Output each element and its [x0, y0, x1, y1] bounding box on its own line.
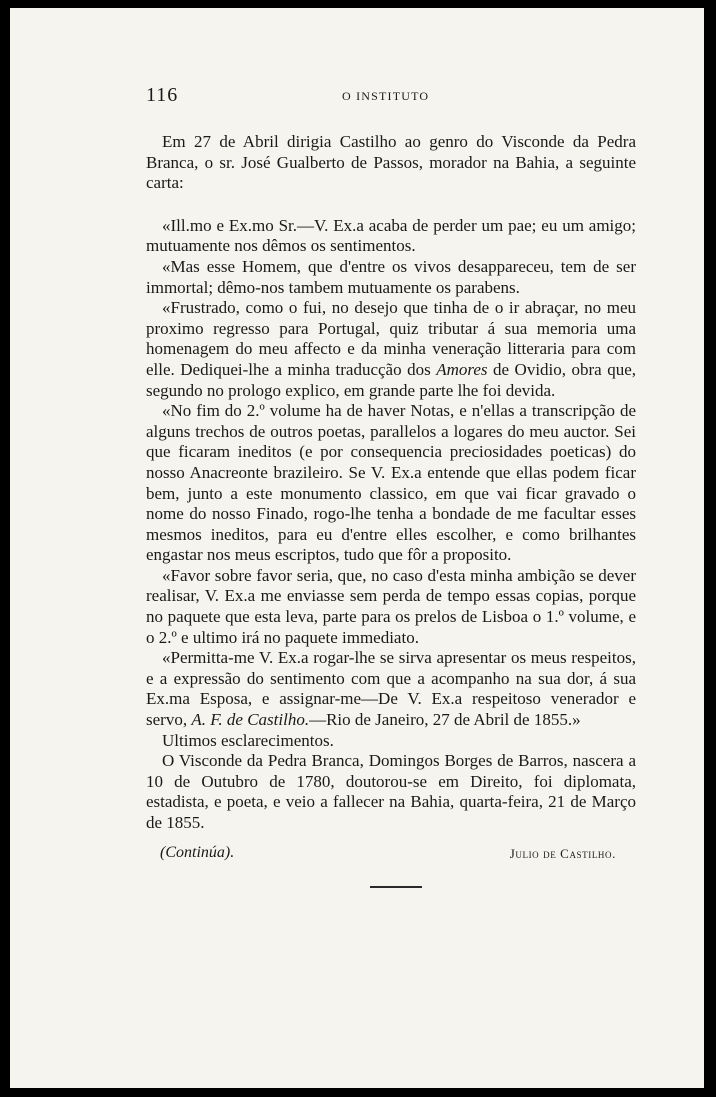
paragraph-letter-notes: «No fim do 2.º volume ha de haver Notas, e n'ellas a transcripção de alguns trechos de outros poetas, parallelos a logares do meu auctor. Sei que ficaram ineditos (e por consequencia preciosidades poeticas) do nosso Anacreonte brazileiro. Se V. Ex.a entende que ellas podem ficar bem, junto a este monumento classico, em que vai ficar gravado o nome do nosso Finado, rogo-lhe tenha a bondade de me facultar esses mesmos ineditos, para eu d'entre elles escolher, e como brilhantes engastar nos meus escriptos, tudo que fôr a proposito.	[146, 401, 636, 565]
article-signature: Julio de Castilho.	[509, 846, 616, 861]
continued-note: (Continúa).	[160, 844, 235, 861]
page-number: 116	[146, 84, 179, 106]
page-footer	[146, 844, 616, 866]
paragraph-intro: Em 27 de Abril dirigia Castilho ao genro do Visconde da Pedra Branca, o sr. José Gualberto de Passos, morador na Bahia, a seguinte carta:	[146, 132, 636, 193]
tribute-text-end: de Ovidio, obra que, segundo no prologo explico, em grande parte lhe foi devida.	[146, 359, 636, 400]
closing-text: «Permitta-me V. Ex.a rogar-lhe se sirva apresentar os meus respeitos, e a expressão do sentimento com que a acompanho na sua dor, á sua Ex.ma Esposa, e assignar-me—De V. Ex.a respeitoso venerador e servo,	[146, 648, 636, 730]
paragraph-letter-copies: «Favor sobre favor seria, que, no caso d'esta minha ambição se dever realisar, V. Ex.a me enviasse sem perda de tempo essas copias, porque no paquete que esta leva, parte para os prelos de Lisboa o 1.º volume, e o 2.º e ultimo irá no paquete immediato.	[146, 565, 636, 647]
article-body	[146, 132, 636, 834]
author-signature: A. F. de Castilho.	[191, 710, 310, 730]
paragraph-letter-tribute	[146, 298, 636, 401]
letter-date: —Rio de Janeiro, 27 de Abril de 1855.»	[309, 710, 581, 730]
paragraph-letter-closing	[146, 648, 636, 730]
book-page	[10, 8, 704, 1088]
running-title: O INSTITUTO	[342, 89, 430, 103]
paragraph-letter-immortal: «Mas esse Homem, que d'entre os vivos desappareceu, tem de ser immortal; dêmo-nos tambem mutuamente os parabens.	[146, 256, 636, 297]
page-header	[146, 84, 596, 108]
tribute-text-start: «Frustrado, como o fui, no desejo que tinha de o ir abraçar, no meu proximo regresso para Portugal, quiz tributar á sua memoria uma homenagem do meu affecto e da minha veneração litteraria para com elle. Dediquei-lhe a minha traducção dos	[146, 298, 636, 379]
paragraph-letter-greeting: «Ill.mo e Ex.mo Sr.—V. Ex.a acaba de perder um pae; eu um amigo; mutuamente nos dêmos os sentimentos.	[146, 215, 636, 256]
end-rule	[370, 886, 422, 888]
book-title-amores: Amores	[436, 359, 488, 379]
paragraph-clarifications: Ultimos esclarecimentos.	[162, 730, 334, 750]
paragraph-biography: O Visconde da Pedra Branca, Domingos Borges de Barros, nascera a 10 de Outubro de 1780, doutorou-se em Direito, foi diplomata, estadista, e poeta, e veio a fallecer na Bahia, quarta-feira, 21 de Março de 1855.	[146, 751, 636, 832]
